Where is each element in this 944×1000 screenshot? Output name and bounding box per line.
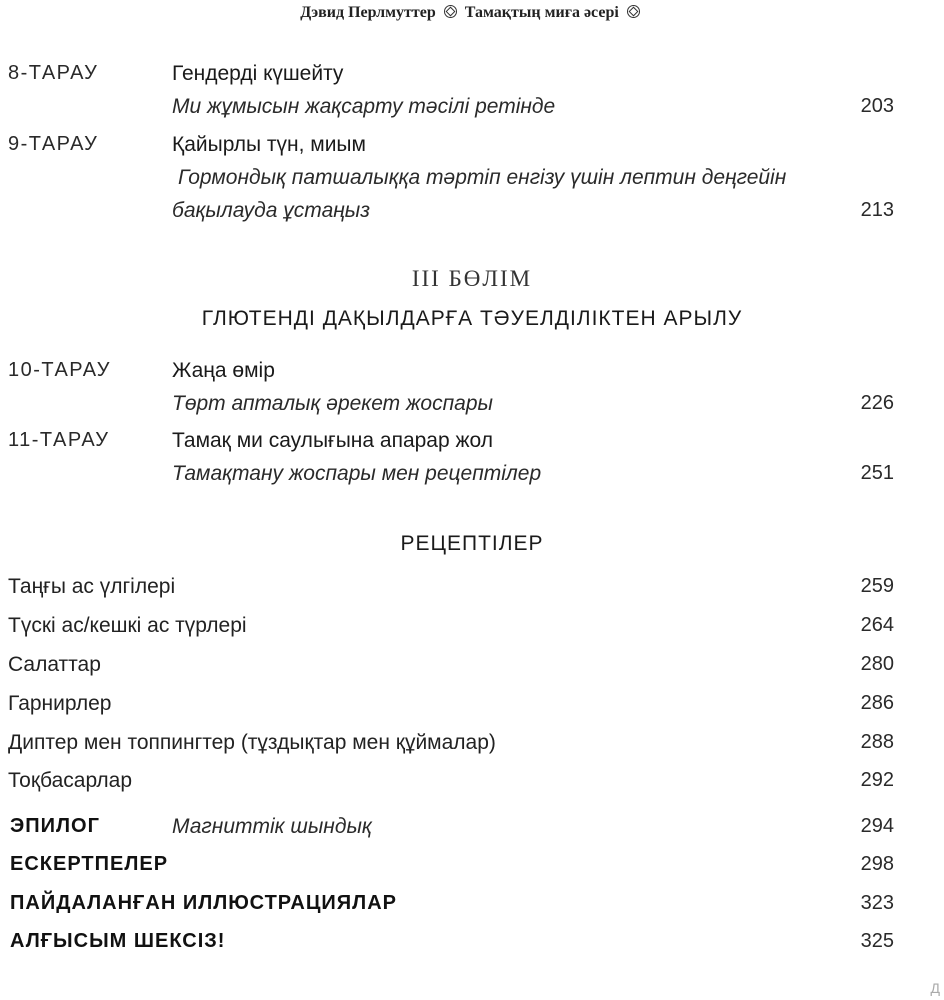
chapter-subtitle: бақылауда ұстаңыз [172, 199, 371, 222]
page-number: 288 [860, 731, 894, 753]
ornament-icon [444, 5, 457, 18]
chapter-title: Тамақ ми саулығына апарар жол [172, 429, 494, 452]
header-author: Дэвид Перлмуттер [300, 4, 436, 21]
chapter-label: 11-ТАРАУ [8, 429, 110, 451]
backmatter-subtitle: Магниттік шындық [172, 815, 372, 838]
backmatter-title: ЕСКЕРТПЕЛЕР [10, 853, 169, 875]
recipe-item: Диптер мен топпингтер (тұздықтар мен құймалар) [8, 731, 496, 754]
chapter-title: Қайырлы түн, миым [172, 133, 366, 156]
chapter-title: Гендерді күшейту [172, 62, 344, 85]
page-number: 298 [860, 853, 894, 875]
page-number: 264 [860, 614, 894, 636]
chapter-subtitle: Төрт апталық әрекет жоспары [172, 392, 493, 415]
recipes-heading: РЕЦЕПТІЛЕР [400, 532, 544, 555]
corner-mark: Д [930, 980, 940, 996]
chapter-label: 9-ТАРАУ [8, 133, 99, 155]
page-number: 213 [860, 199, 894, 221]
page-number: 203 [860, 95, 894, 117]
recipe-item: Таңғы ас үлгілері [8, 575, 176, 598]
part-heading: III БӨЛІМ [411, 266, 533, 291]
chapter-subtitle: Ми жұмысын жақсарту тәсілі ретінде [172, 95, 556, 118]
chapter-subtitle: Тамақтану жоспары мен рецептілер [172, 462, 542, 485]
page-number: 259 [860, 575, 894, 597]
page-number: 325 [860, 930, 894, 952]
page-number: 251 [860, 462, 894, 484]
chapter-label: 10-ТАРАУ [8, 359, 111, 381]
recipe-item: Салаттар [8, 653, 101, 676]
backmatter-title: ЭПИЛОГ [10, 815, 100, 837]
chapter-label: 8-ТАРАУ [8, 62, 99, 84]
page-number: 280 [860, 653, 894, 675]
page-number: 292 [860, 769, 894, 791]
chapter-subtitle: Гормондық патшалыққа тәртіп енгізу үшін лептин деңгейін [178, 166, 787, 189]
page-number: 294 [860, 815, 894, 837]
header-book-title: Тамақтың миға әсері [464, 4, 619, 21]
part-title: ГЛЮТЕНДІ ДАҚЫЛДАРҒА ТӘУЕЛДІЛІКТЕН АРЫЛУ [201, 307, 743, 330]
ornament-icon [627, 5, 640, 18]
backmatter-title: ПАЙДАЛАНҒАН ИЛЛЮСТРАЦИЯЛАР [10, 892, 397, 914]
recipe-item: Түскі ас/кешкі ас түрлері [8, 614, 247, 637]
recipe-item: Гарнирлер [8, 692, 112, 715]
running-header [0, 4, 944, 22]
page-number: 226 [860, 392, 894, 414]
backmatter-title: АЛҒЫСЫМ ШЕКСІЗ! [10, 930, 226, 952]
page-number: 323 [860, 892, 894, 914]
recipe-item: Тоқбасарлар [8, 769, 133, 792]
page-number: 286 [860, 692, 894, 714]
chapter-title: Жаңа өмір [172, 359, 275, 382]
